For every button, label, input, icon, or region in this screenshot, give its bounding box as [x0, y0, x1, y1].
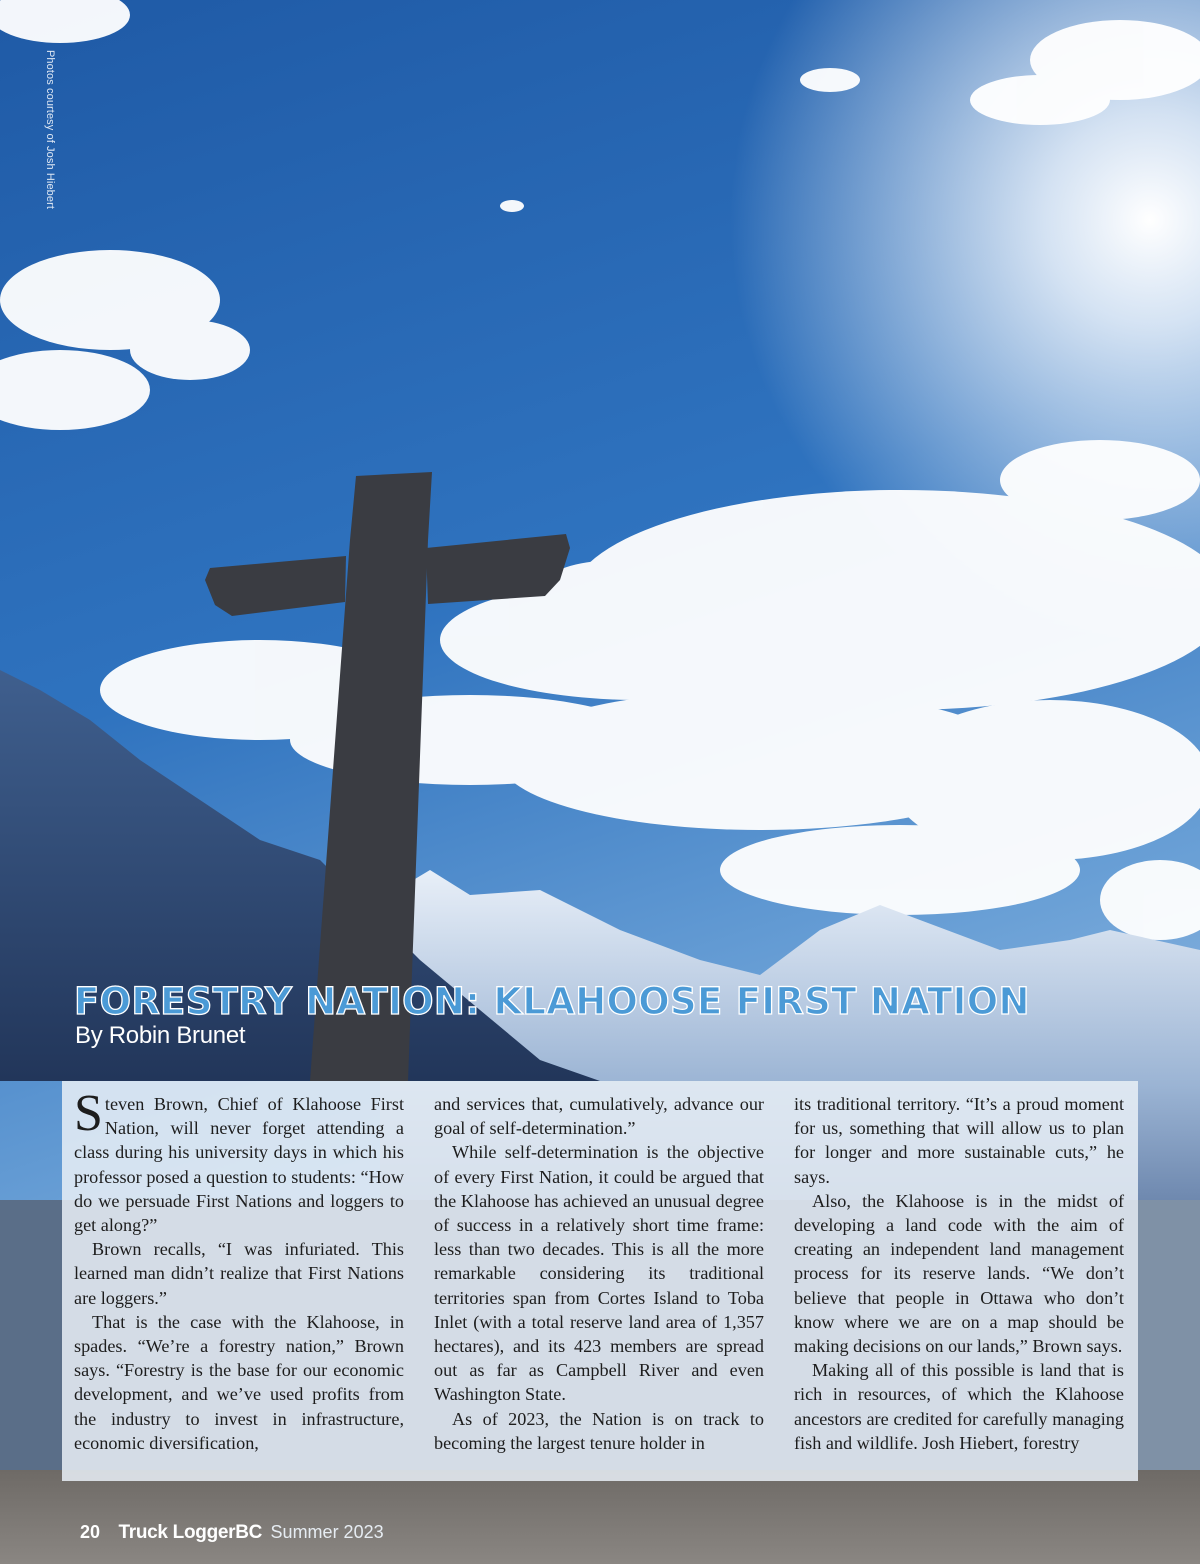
page-number: 20: [80, 1522, 101, 1542]
magazine-name: Truck LoggerBC: [118, 1522, 263, 1543]
column-1-paragraph-3: That is the case with the Klahoose, in spades. “We’re a forestry nation,” Brown says. “Forestry is the base for our economic development, and we’ve used profits from the industry to invest in infrastructure, economic diversification,: [74, 1311, 404, 1453]
paragraph-text: teven Brown, Chief of Klahoose First Nation, will never forget attending a class during his university days in which his professor posed a question to students: “How do we persuade First Nations and loggers to get along?”: [74, 1094, 404, 1236]
article-byline: By Robin Brunet: [75, 1022, 246, 1049]
column-3-paragraph-1: its traditional territory. “It’s a proud moment for us, something that will allow us to plan for longer and more sustainable cuts,” he says.: [794, 1094, 1124, 1187]
column-2-paragraph-2: While self-determination is the objective of every First Nation, it could be argued that the Klahoose has achieved an unusual degree of success in a relatively short time frame: less than two decades. This is all the more remarkable considering its traditional territories span from Cortes Island to Toba Inlet (with a total reserve land area of 1,357 hectares), and its 423 members are spread out as far as Campbell River and even Washington State.: [434, 1142, 764, 1405]
column-1-paragraph-2: Brown recalls, “I was infuriated. This learned man didn’t realize that First Nations are loggers.”: [74, 1239, 404, 1308]
column-2-paragraph-1: and services that, cumulatively, advance our goal of self-determination.”: [434, 1094, 764, 1139]
column-1-paragraph-1: [74, 1085, 404, 1237]
article-column-2: [434, 1092, 764, 1455]
column-3-paragraph-2: Also, the Klahoose is in the midst of developing a land code with the aim of creating an independent land management process for its reserve lands. “We don’t believe that people in Ottawa who don’t know where we are on a map should be making decisions on our lands,” Brown says.: [794, 1190, 1124, 1357]
column-3-paragraph-3: Making all of this possible is land that is rich in resources, of which the Klahoose ancestors are credited for carefully managing fish and wildlife. Josh Hiebert, forestry: [794, 1360, 1124, 1453]
article-column-1: [74, 1085, 404, 1455]
photo-credit-text: Photos courtesy of Josh Hiebert: [44, 50, 56, 210]
drop-cap: S: [74, 1085, 103, 1142]
article-headline: FORESTRY NATION: KLAHOOSE FIRST NATION: [74, 980, 1030, 1023]
article-column-3: [794, 1092, 1124, 1455]
photo-credit: [44, 50, 78, 230]
issue-label: Summer 2023: [270, 1522, 384, 1542]
column-2-paragraph-3: As of 2023, the Nation is on track to becoming the largest tenure holder in: [434, 1408, 764, 1453]
page-footer: [80, 1522, 384, 1548]
